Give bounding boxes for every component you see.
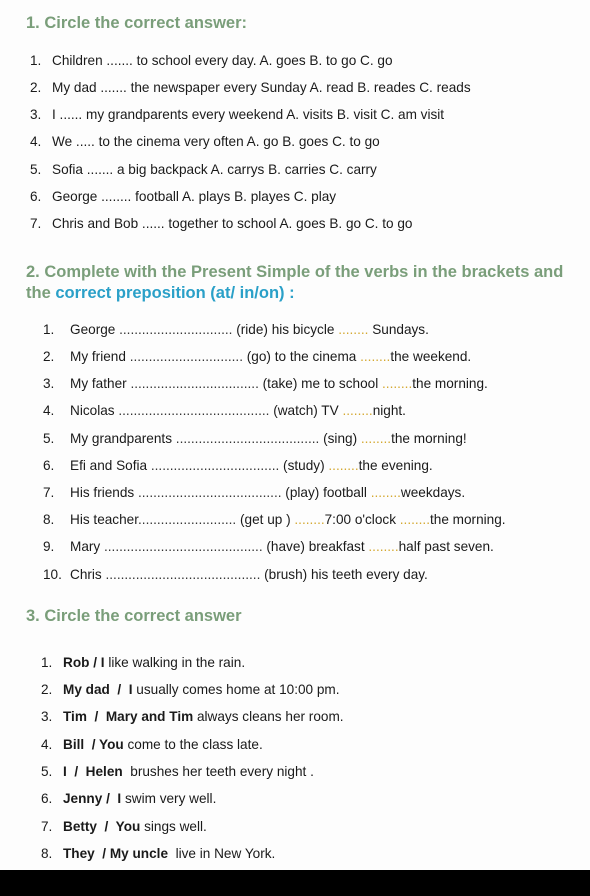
choice-row (41, 681, 340, 699)
section-1-title: 1. Circle the correct answer: (26, 14, 248, 32)
preposition-blank: ........ (338, 322, 369, 337)
exercise-row (43, 321, 429, 339)
answer-blank: ......................................... (105, 567, 261, 582)
sentence-rest: usually comes home at 10:00 pm. (132, 682, 340, 697)
exercise-number: 6. (43, 458, 55, 473)
exercise-number: 8. (43, 512, 55, 527)
answer-blank: ........................................ (118, 403, 270, 418)
sentence-end: Sundays. (368, 322, 429, 337)
exercise-subject: Chris (70, 567, 106, 582)
exercise-number: 2. (43, 349, 55, 364)
answer-blank: ...................................... (138, 485, 282, 500)
choice-number: 6. (41, 791, 53, 806)
exercise-subject: George (70, 322, 120, 337)
question-row (30, 215, 412, 233)
choice-option-1: Jenny (63, 791, 103, 806)
exercise-subject: Mary (70, 539, 104, 554)
sentence-end: the weekend. (390, 349, 472, 364)
choice-option-2: My uncle (109, 846, 169, 861)
choice-option-1: My dad (63, 682, 110, 697)
question-text: Chris and Bob ...... together to school A. goes B. go C. to go (52, 216, 413, 231)
exercise-row (43, 484, 465, 502)
section-3-title: 3. Circle the correct answer (26, 607, 242, 625)
preposition-blank: ........ (360, 431, 392, 446)
section-2-title-main: 2. Complete with the Present Simple of the verbs in the brackets and the (26, 263, 564, 302)
choice-option-1: Betty (63, 819, 97, 834)
answer-blank: .................................. (150, 458, 280, 473)
section-2-title (26, 262, 566, 304)
preposition-blank: ........ (382, 376, 413, 391)
choice-separator: / (89, 655, 101, 670)
question-text: George ........ football A. plays B. playes C. play (52, 189, 337, 204)
sentence-rest: swim very well. (121, 791, 217, 806)
choice-row (41, 790, 216, 808)
question-number: 2. (30, 80, 42, 95)
choice-row (41, 654, 245, 672)
sentence-rest: like walking in the rain. (104, 655, 246, 670)
exercise-subject: His teacher (70, 512, 139, 527)
exercise-subject: My grandparents (70, 431, 176, 446)
answer-blank: .............................. (119, 322, 233, 337)
footer-bar (0, 870, 590, 896)
preposition-blank: ........ (328, 458, 359, 473)
question-row (30, 79, 471, 97)
verb-hint: (have) breakfast (262, 539, 369, 554)
sentence-end: 7:00 o'clock (324, 512, 400, 527)
exercise-subject: Nicolas (70, 403, 119, 418)
question-number: 6. (30, 189, 42, 204)
choice-row (41, 845, 275, 863)
sentence-rest: brushes her teeth every night . (122, 764, 314, 779)
choice-option-2: I (128, 682, 133, 697)
preposition-blank: ........ (368, 539, 399, 554)
sentence-end: half past seven. (398, 539, 494, 554)
choice-option-1: Bill (63, 737, 85, 752)
exercise-subject: My father (70, 376, 131, 391)
verb-hint: (play) football (281, 485, 371, 500)
verb-hint: (get up ) (236, 512, 295, 527)
question-row (30, 106, 444, 124)
verb-hint: (go) to the cinema (243, 349, 361, 364)
exercise-number: 3. (43, 376, 55, 391)
sentence-end: weekdays. (400, 485, 466, 500)
exercise-number: 7. (43, 485, 55, 500)
question-text: Sofia ....... a big backpack A. carrys B. carries C. carry (52, 162, 377, 177)
answer-blank: .................................. (130, 376, 259, 391)
exercise-row (43, 511, 506, 529)
sentence-end: night. (372, 403, 406, 418)
answer-blank: .............................. (129, 349, 243, 364)
exercise-number: 4. (43, 403, 55, 418)
question-row (30, 188, 336, 206)
sentence-rest: live in New York. (168, 846, 276, 861)
question-number: 7. (30, 216, 42, 231)
choice-option-2: I (100, 655, 105, 670)
choice-number: 8. (41, 846, 53, 861)
exercise-row (43, 375, 488, 393)
sentence-rest: always cleans her room. (193, 709, 344, 724)
choice-option-1: Tim (63, 709, 87, 724)
answer-blank: .......................... (138, 512, 237, 527)
choice-option-2: You (115, 819, 141, 834)
exercise-number: 9. (43, 539, 55, 554)
question-row (30, 52, 393, 70)
choice-number: 7. (41, 819, 53, 834)
answer-blank: .......................................... (103, 539, 263, 554)
question-number: 4. (30, 134, 42, 149)
exercise-subject: His friends (70, 485, 138, 500)
preposition-blank: ........ (342, 403, 373, 418)
exercise-subject: My friend (70, 349, 130, 364)
answer-blank: ...................................... (175, 431, 320, 446)
choice-number: 5. (41, 764, 53, 779)
choice-separator: / (66, 764, 86, 779)
choice-separator: / (102, 791, 118, 806)
choice-row (41, 708, 344, 726)
exercise-row (43, 566, 428, 584)
exercise-row (43, 538, 494, 556)
exercise-subject: Efi and Sofia (70, 458, 151, 473)
choice-option-1: They (63, 846, 95, 861)
question-number: 5. (30, 162, 42, 177)
choice-row (41, 763, 314, 781)
question-number: 3. (30, 107, 42, 122)
choice-number: 2. (41, 682, 53, 697)
choice-separator: / (109, 682, 129, 697)
section-2-title-accent: correct preposition (at/ in/on) : (55, 284, 295, 302)
verb-hint: (sing) (319, 431, 361, 446)
choice-number: 3. (41, 709, 53, 724)
question-row (30, 161, 377, 179)
sentence-end: the morning. (412, 376, 488, 391)
choice-number: 1. (41, 655, 53, 670)
question-text: We ..... to the cinema very often A. go B. goes C. to go (52, 134, 380, 149)
sentence-rest: come to the class late. (123, 737, 263, 752)
sentence-end: the morning! (391, 431, 467, 446)
sentence-end: the evening. (358, 458, 433, 473)
question-number: 1. (30, 53, 42, 68)
choice-option-1: Rob (63, 655, 90, 670)
verb-hint: (study) (279, 458, 329, 473)
choice-separator: / (94, 846, 110, 861)
exercise-row (43, 457, 433, 475)
choice-number: 4. (41, 737, 53, 752)
verb-hint: (ride) his bicycle (232, 322, 339, 337)
choice-option-2: Mary and Tim (105, 709, 194, 724)
question-text: Children ....... to school every day. A. goes B. to go C. go (52, 53, 393, 68)
exercise-row (43, 402, 406, 420)
choice-row (41, 736, 263, 754)
sentence-rest: sings well. (140, 819, 207, 834)
verb-hint: (watch) TV (269, 403, 343, 418)
exercise-row (43, 430, 467, 448)
exercise-number: 1. (43, 322, 55, 337)
exercise-number: 10. (43, 567, 62, 582)
choice-separator: / (84, 737, 100, 752)
choice-separator: / (86, 709, 106, 724)
choice-separator: / (97, 819, 116, 834)
choice-option-2: I (117, 791, 122, 806)
preposition-blank-2: ........ (399, 512, 430, 527)
preposition-blank: ........ (370, 485, 401, 500)
exercise-number: 5. (43, 431, 55, 446)
question-row (30, 133, 380, 151)
choice-option-2: Helen (85, 764, 123, 779)
choice-row (41, 818, 207, 836)
verb-hint: (brush) his teeth every day. (260, 567, 428, 582)
verb-hint: (take) me to school (258, 376, 383, 391)
exercise-row (43, 348, 471, 366)
question-text: I ...... my grandparents every weekend A. visits B. visit C. am visit (52, 107, 445, 122)
sentence-end-2: the morning. (429, 512, 506, 527)
choice-option-1: I (63, 764, 67, 779)
question-text: My dad ....... the newspaper every Sunday A. read B. reades C. reads (52, 80, 471, 95)
choice-option-2: You (99, 737, 124, 752)
preposition-blank: ........ (294, 512, 325, 527)
preposition-blank: ........ (360, 349, 391, 364)
